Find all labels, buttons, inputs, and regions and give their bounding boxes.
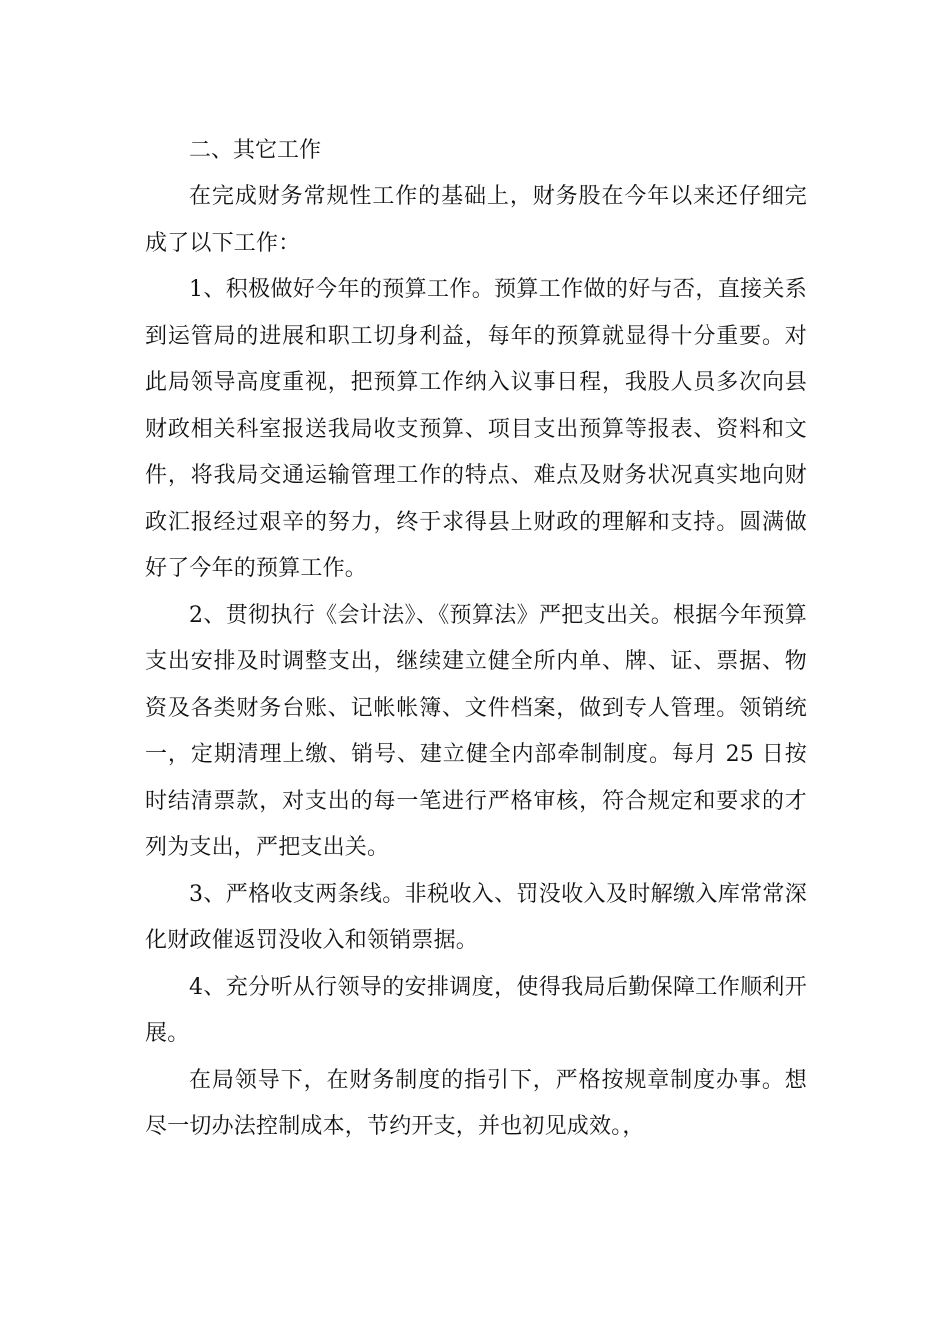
- paragraph-item-2-expenditure: 2、贯彻执行《会计法》、《预算法》严把支出关。根据今年预算支出安排及时调整支出，继续建立健全所内单、牌、证、票据、物资及各类财务台账、记帐帐簿、文件档案，做到专人管理。领销统一，定期清理上缴、销号、建立健全内部牵制制度。每月 25 日按时结清票款，对支出的每一笔进行严格审核，符合规定和要求的才列为支出，严把支出关。: [145, 602, 807, 860]
- paragraph-conclusion: 在局领导下，在财务制度的指引下，严格按规章制度办事。想尽一切办法控制成本，节约开支，并也初见成效。，: [145, 1067, 807, 1139]
- paragraph-item-3-revenue: 3、严格收支两条线。非税收入、罚没收入及时解缴入库常常深化财政催返罚没收入和领销票据。: [145, 881, 807, 953]
- paragraph-item-1-budget: 1、积极做好今年的预算工作。预算工作做的好与否，直接关系到运管局的进展和职工切身利益，每年的预算就显得十分重要。对此局领导高度重视，把预算工作纳入议事日程，我股人员多次向县财政相关科室报送我局收支预算、项目支出预算等报表、资料和文件，将我局交通运输管理工作的特点、难点及财务状况真实地向财政汇报经过艰辛的努力，终于求得县上财政的理解和支持。圆满做好了今年的预算工作。: [145, 277, 807, 581]
- document-page: [145, 128, 807, 1151]
- paragraph-item-4-logistics: 4、充分听从行领导的安排调度，使得我局后勤保障工作顺利开展。: [145, 974, 807, 1046]
- paragraph-intro: 在完成财务常规性工作的基础上，财务股在今年以来还仔细完成了以下工作：: [145, 184, 807, 256]
- section-heading: 二、其它工作: [189, 138, 322, 163]
